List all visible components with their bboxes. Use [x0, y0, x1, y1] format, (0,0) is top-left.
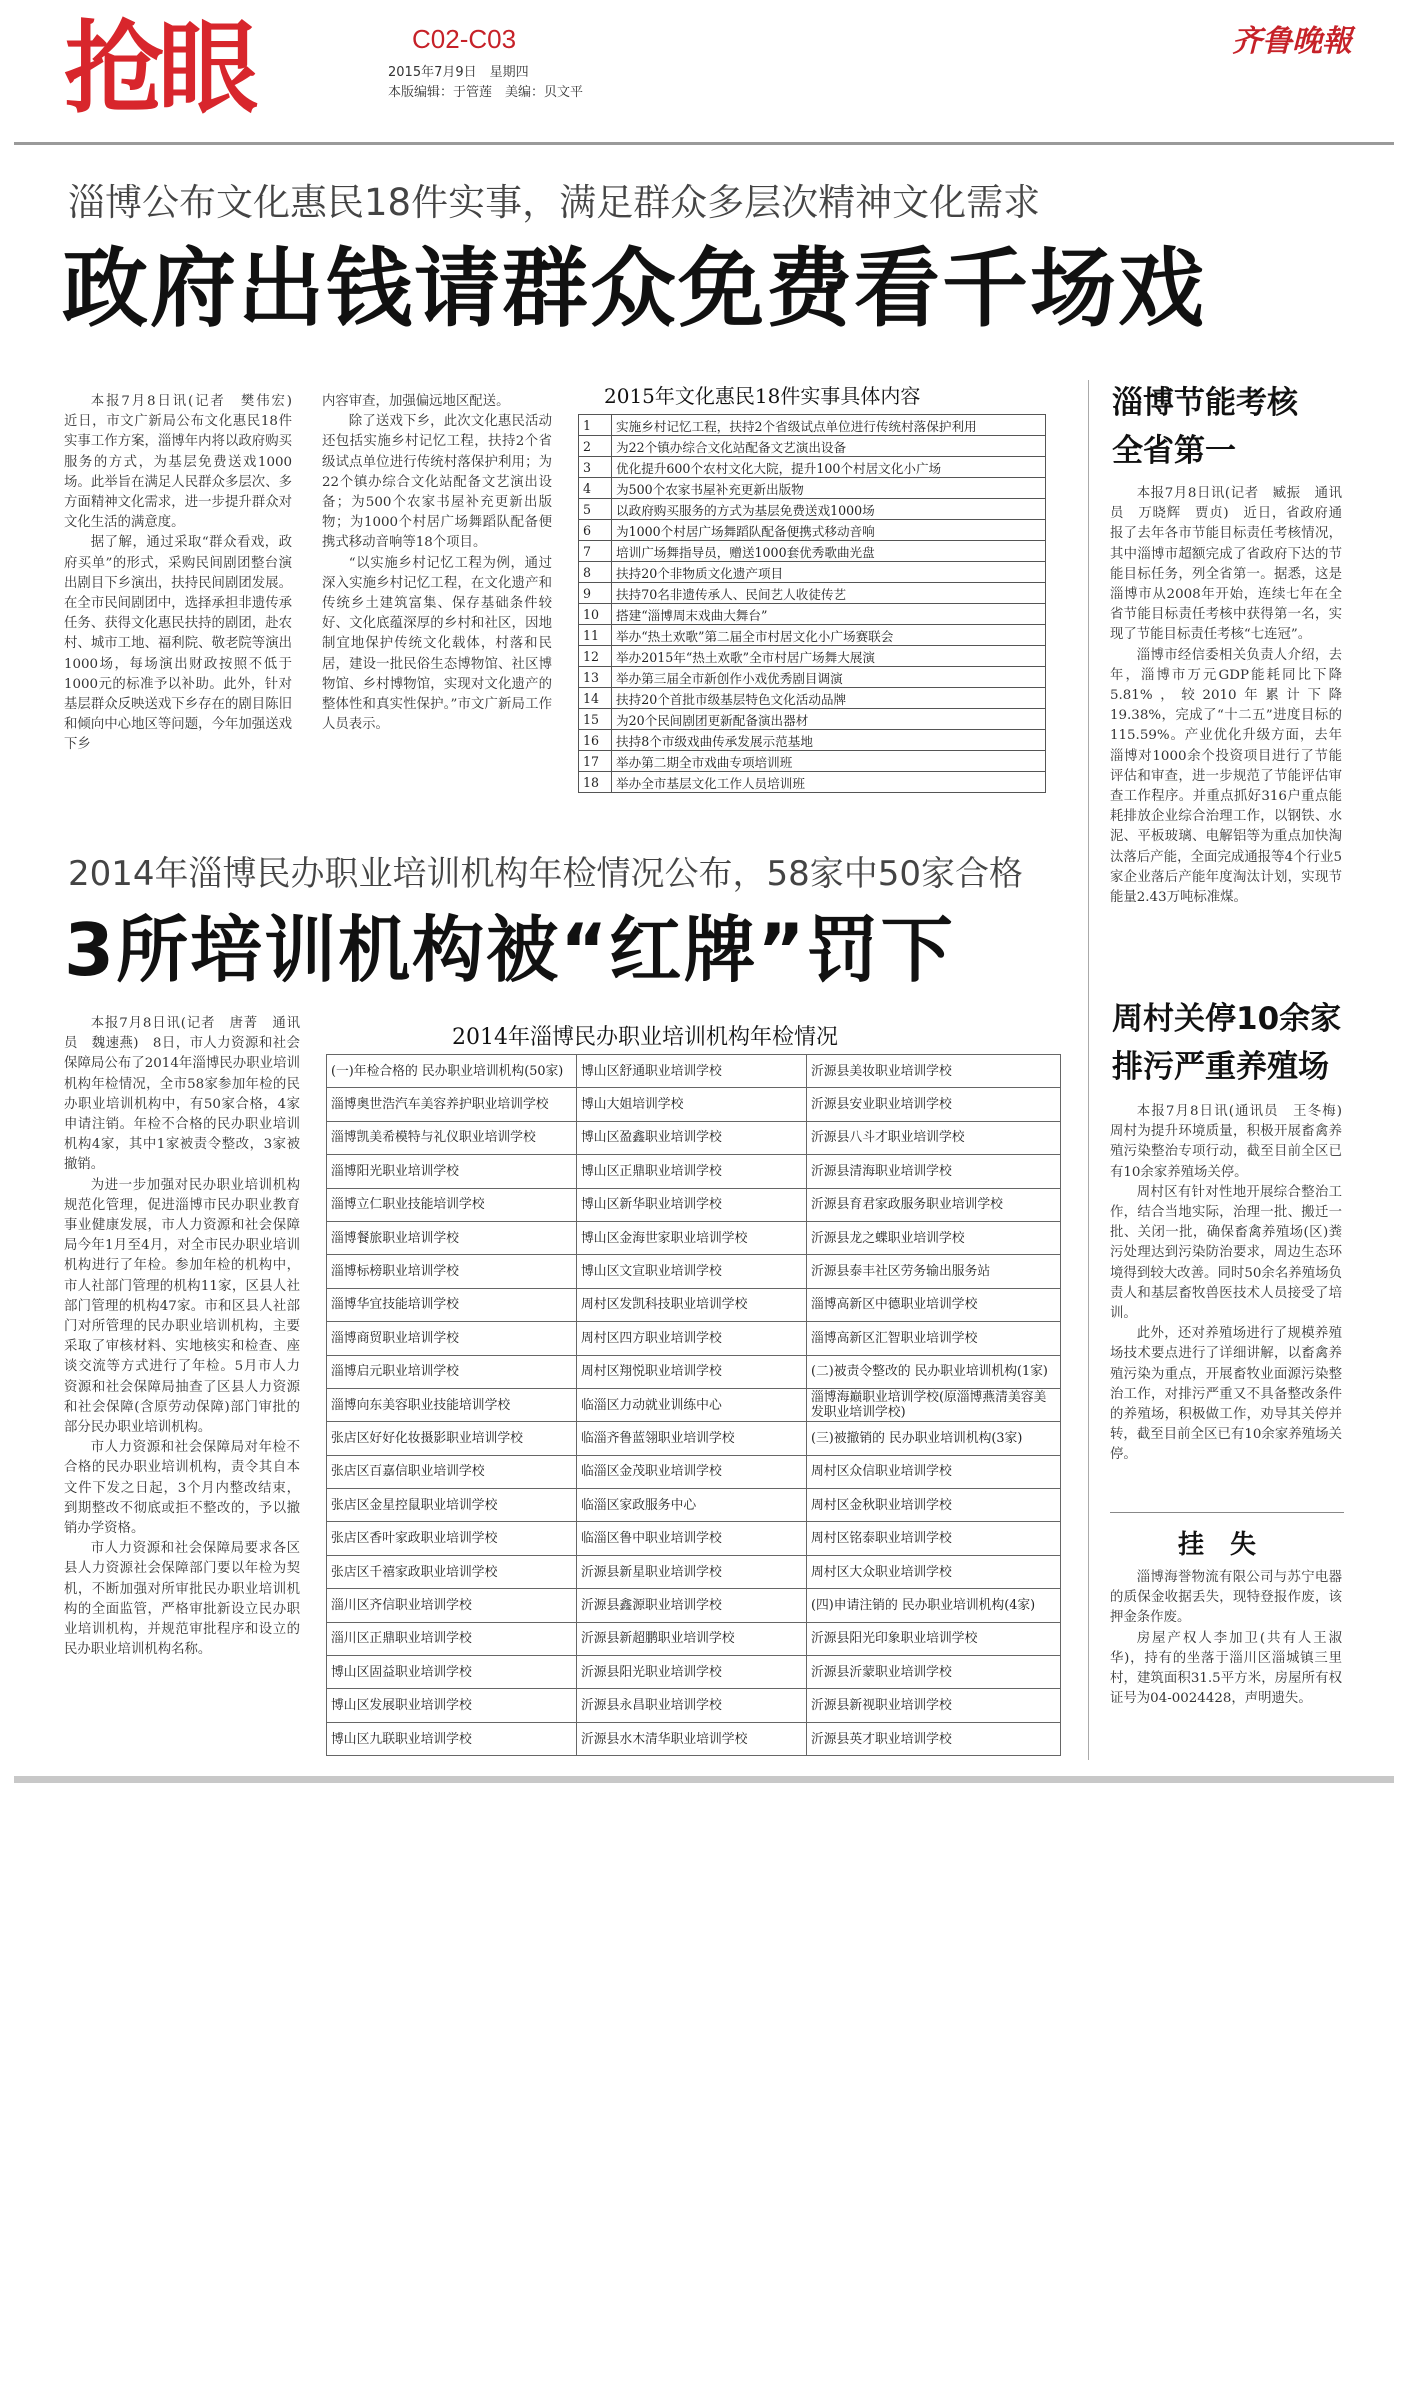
story2-col1-para: 本报7月8日讯(记者 唐菁 通讯员 魏速燕) 8日，市人力资源和社会保障局公布了2014年淄博民办职业培训机构年检情况，全市58家参加年检的民办职业培训机构中，有50家合格，4家申请注销。年检不合格的民办职业培训机构4家，其中1家被责令整改，3家被撤销。	[64, 1016, 300, 1173]
institution-cell: (四)申请注销的 民办职业培训机构(4家)	[807, 1589, 1061, 1622]
institution-cell: 淄博阳光职业培训学校	[327, 1155, 577, 1188]
table-row	[579, 583, 1046, 604]
table-row	[327, 1155, 1061, 1188]
table-row	[579, 520, 1046, 541]
project-text: 扶持20个非物质文化遗产项目	[612, 562, 1046, 583]
footer-band	[14, 1776, 1394, 1783]
row-number: 12	[579, 646, 612, 667]
table-row	[579, 751, 1046, 772]
story1-col2-para: 除了送戏下乡，此次文化惠民活动还包括实施乡村记忆工程，扶持2个省级试点单位进行传统村落保护利用；为22个镇办综合文化站配备文艺演出设备；为500个农家书屋补充更新出版物；为1000个村居广场舞蹈队配备便携式移动音响等18个项目。	[322, 414, 552, 551]
table-row	[327, 1555, 1061, 1588]
institution-cell: 博山区金海世家职业培训学校	[577, 1221, 807, 1254]
row-number: 4	[579, 478, 612, 499]
story2-column-1	[64, 1014, 300, 1661]
institution-cell: 沂源县新视职业培训学校	[807, 1689, 1061, 1722]
institution-cell: (二)被责令整改的 民办职业培训机构(1家)	[807, 1355, 1061, 1388]
project-text: 举办全市基层文化工作人员培训班	[612, 772, 1046, 793]
project-text: 实施乡村记忆工程，扶持2个省级试点单位进行传统村落保护利用	[612, 415, 1046, 436]
table-row	[579, 436, 1046, 457]
institution-cell: 张店区金星控鼠职业培训学校	[327, 1489, 577, 1522]
table-row	[579, 709, 1046, 730]
institution-cell: 博山区发展职业培训学校	[327, 1689, 577, 1722]
notice-body	[1110, 1568, 1342, 1709]
row-number: 17	[579, 751, 612, 772]
table-row	[327, 1055, 1061, 1088]
side1-title-line2: 全省第一	[1112, 433, 1236, 469]
institution-cell: 临淄区金茂职业培训学校	[577, 1455, 807, 1488]
story2-kicker: 2014年淄博民办职业培训机构年检情况公布，58家中50家合格	[68, 854, 1024, 894]
table-row	[327, 1522, 1061, 1555]
institution-cell: 沂源县鑫源职业培训学校	[577, 1589, 807, 1622]
institution-cell: 沂源县英才职业培训学校	[807, 1722, 1061, 1755]
institution-cell: 博山区舒通职业培训学校	[577, 1055, 807, 1088]
table-row	[579, 667, 1046, 688]
table-row	[579, 457, 1046, 478]
institution-cell: 博山区九联职业培训学校	[327, 1722, 577, 1755]
institution-cell: 沂源县新超鹏职业培训学校	[577, 1622, 807, 1655]
table-row	[327, 1422, 1061, 1455]
institution-cell: 博山区文宣职业培训学校	[577, 1255, 807, 1288]
institution-cell: 沂源县清海职业培训学校	[807, 1155, 1061, 1188]
story2-col1-para: 市人力资源和社会保障局要求各区县人力资源社会保障部门要以年检为契机，不断加强对所审批民办职业培训机构的全面监管，严格审批新设立民办职业培训机构，并规范审批程序和设立的民办职业培训机构名称。	[64, 1541, 300, 1658]
institution-cell: (三)被撤销的 民办职业培训机构(3家)	[807, 1422, 1061, 1455]
project-text: 扶持20个首批市级基层特色文化活动品牌	[612, 688, 1046, 709]
notice-title: 挂 失	[1178, 1530, 1257, 1560]
notice-divider	[1110, 1512, 1344, 1513]
institution-cell: 淄博凯美希模特与礼仪职业培训学校	[327, 1121, 577, 1154]
table-row	[327, 1088, 1061, 1121]
notice-para: 淄博海誉物流有限公司与苏宁电器的质保金收据丢失，现特登报作废，该押金条作废。	[1110, 1570, 1342, 1626]
story2-col1-para: 为进一步加强对民办职业培训机构规范化管理，促进淄博市民办职业教育事业健康发展，市人力资源和社会保障局今年1月至4月，对全市民办职业培训机构进行了年检。参加年检的机构中，市人社部门管理的机构11家，区县人社部门管理的机构47家。市和区县人社部门对所管理的民办职业培训机构，主要采取了审核材料、实地核实和检查、座谈交流等方式进行了年检。5月市人力资源和社会保障局抽查了区县人力资源和社会保障(含原劳动保障)部门审批的部分民办职业培训机构。	[64, 1177, 300, 1436]
project-text: 举办第三届全市新创作小戏优秀剧目调演	[612, 667, 1046, 688]
institution-cell: (一)年检合格的 民办职业培训机构(50家)	[327, 1055, 577, 1088]
row-number: 3	[579, 457, 612, 478]
institution-cell: 周村区四方职业培训学校	[577, 1322, 807, 1355]
institution-cell: 周村区铭泰职业培训学校	[807, 1522, 1061, 1555]
institution-cell: 沂源县永昌职业培训学校	[577, 1689, 807, 1722]
table-row	[327, 1656, 1061, 1689]
project-text: 为20个民间剧团更新配备演出器材	[612, 709, 1046, 730]
institution-cell: 沂源县美妆职业培训学校	[807, 1055, 1061, 1088]
table-row	[327, 1622, 1061, 1655]
row-number: 14	[579, 688, 612, 709]
project-text: 举办2015年“热土欢歌”全市村居广场舞大展演	[612, 646, 1046, 667]
story1-table-title: 2015年文化惠民18件实事具体内容	[604, 384, 921, 408]
story1-col2-para: 内容审查，加强偏远地区配送。	[322, 394, 510, 409]
institution-cell: 沂源县龙之蝶职业培训学校	[807, 1221, 1061, 1254]
institution-cell: 周村区翔悦职业培训学校	[577, 1355, 807, 1388]
table-row	[579, 604, 1046, 625]
story1-column-2	[322, 392, 552, 735]
story1-column-1	[64, 392, 306, 756]
project-text: 举办第二期全市戏曲专项培训班	[612, 751, 1046, 772]
side2-para: 此外，还对养殖场进行了规模养殖场技术要点进行了详细讲解，以畜禽养殖污染为重点，开展畜牧业面源污染整治工作，对排污严重又不具备整改条件的养殖场，积极做工作，劝导其关停并转，截至目前全区已有10余家养殖场关停。	[1110, 1326, 1342, 1463]
table-row	[579, 415, 1046, 436]
institution-cell: 沂源县八斗才职业培训学校	[807, 1121, 1061, 1154]
table-row	[327, 1722, 1061, 1755]
project-text: 搭建“淄博周末戏曲大舞台”	[612, 604, 1046, 625]
institution-cell: 沂源县新星职业培训学校	[577, 1555, 807, 1588]
row-number: 18	[579, 772, 612, 793]
training-institutions-table	[326, 1054, 1061, 1756]
institution-cell: 淄博华宜技能培训学校	[327, 1288, 577, 1321]
side1-para: 淄博市经信委相关负责人介绍，去年，淄博市万元GDP能耗同比下降5.81%，较2010年累计下降19.38%，完成了“十二五”进度目标的115.59%。产业优化升级方面，去年淄博对1000余个投资项目进行了节能评估和审查，进一步规范了节能评估审查工作程序。并重点抓好316户重点能耗排放企业综合治理工作，以钢铁、水泥、平板玻璃、电解铝等为重点加快淘汰落后产能，全面完成通报等4个行业5家企业落后产能年度淘汰计划，实现节能量2.43万吨标准煤。	[1110, 647, 1342, 906]
institution-cell: 张店区千禧家政职业培训学校	[327, 1555, 577, 1588]
project-text: 以政府购买服务的方式为基层免费送戏1000场	[612, 499, 1046, 520]
side2-title-line1: 周村关停10余家	[1112, 1001, 1342, 1037]
institution-cell: 临淄区力动就业训练中心	[577, 1388, 807, 1421]
table-row	[579, 730, 1046, 751]
side1-title-line1: 淄博节能考核	[1112, 385, 1298, 421]
story2-table-title: 2014年淄博民办职业培训机构年检情况	[452, 1025, 838, 1050]
table-row	[327, 1589, 1061, 1622]
institution-cell: 博山大姐培训学校	[577, 1088, 807, 1121]
institution-cell: 周村区发凯科技职业培训学校	[577, 1288, 807, 1321]
story1-headline: 政府出钱请群众免费看千场戏	[62, 239, 1206, 339]
side1-para: 本报7月8日讯(记者 臧振 通讯员 万晓辉 贾贞) 近日，省政府通报了去年各市节能目标责任考核情况，其中淄博市超额完成了省政府下达的节能目标任务，列全省第一。据悉，这是淄博市从2008年开始，连续七年在全省节能目标责任考核中获得第一名，实现了节能目标责任考核“七连冠”。	[1110, 486, 1342, 643]
row-number: 8	[579, 562, 612, 583]
table-row	[327, 1388, 1061, 1421]
project-text: 扶持8个市级戏曲传承发展示范基地	[612, 730, 1046, 751]
header-divider	[14, 142, 1394, 145]
institution-cell: 淄川区齐信职业培训学校	[327, 1589, 577, 1622]
issue-date: 2015年7月9日 星期四	[388, 65, 529, 80]
table-row	[327, 1455, 1061, 1488]
row-number: 6	[579, 520, 612, 541]
institution-cell: 博山区正鼎职业培训学校	[577, 1155, 807, 1188]
project-text: 培训广场舞指导员，赠送1000套优秀歌曲光盘	[612, 541, 1046, 562]
institution-cell: 临淄区家政服务中心	[577, 1489, 807, 1522]
side2-para: 本报7月8日讯(通讯员 王冬梅) 周村为提升环境质量，积极开展畜禽养殖污染整治专项行动，截至目前全区已有10余家养殖场关停。	[1110, 1104, 1356, 1180]
institution-cell: 淄博标榜职业培训学校	[327, 1255, 577, 1288]
institution-cell: 淄博立仁职业技能培训学校	[327, 1188, 577, 1221]
project-text: 举办“热土欢歌”第二届全市村居文化小广场赛联会	[612, 625, 1046, 646]
institution-cell: 淄博商贸职业培训学校	[327, 1322, 577, 1355]
row-number: 2	[579, 436, 612, 457]
institution-cell: 淄博餐旅职业培训学校	[327, 1221, 577, 1254]
row-number: 9	[579, 583, 612, 604]
institution-cell: 沂源县阳光职业培训学校	[577, 1656, 807, 1689]
row-number: 11	[579, 625, 612, 646]
table-row	[579, 541, 1046, 562]
table-row	[327, 1355, 1061, 1388]
institution-cell: 淄博向东美容职业技能培训学校	[327, 1388, 577, 1421]
institution-cell: 张店区好好化妆摄影职业培训学校	[327, 1422, 577, 1455]
page-numbers: C02-C03	[412, 24, 517, 54]
story1-kicker: 淄博公布文化惠民18件实事，满足群众多层次精神文化需求	[68, 181, 1041, 224]
table-row	[579, 562, 1046, 583]
side2-body	[1110, 1102, 1356, 1466]
story1-col1-para: 据了解，通过采取“群众看戏，政府买单”的形式，采购民间剧团整台演出剧目下乡演出，扶持民间剧团发展。在全市民间剧团中，选择承担非遗传承任务、获得文化惠民扶持的剧团，赴农村、城市工地、福利院、敬老院等演出1000场，每场演出财政按照不低于1000元的标准予以补助。此外，针对基层群众反映送戏下乡存在的剧目陈旧和倾向中心地区等问题，今年加强送戏下乡	[64, 535, 292, 753]
table-row	[327, 1689, 1061, 1722]
institution-cell: 周村区金秋职业培训学校	[807, 1489, 1061, 1522]
institution-cell: 沂源县安业职业培训学校	[807, 1088, 1061, 1121]
project-text: 为1000个村居广场舞蹈队配备便携式移动音响	[612, 520, 1046, 541]
table-row	[327, 1322, 1061, 1355]
project-text: 扶持70名非遗传承人、民间艺人收徒传艺	[612, 583, 1046, 604]
row-number: 13	[579, 667, 612, 688]
table-row	[579, 688, 1046, 709]
section-logo: 抢眼	[64, 9, 252, 127]
institution-cell: 沂源县阳光印象职业培训学校	[807, 1622, 1061, 1655]
table-row	[579, 646, 1046, 667]
story1-col2-para: “以实施乡村记忆工程为例，通过深入实施乡村记忆工程，在文化遗产和传统乡土建筑富集、保存基础条件较好、文化底蕴深厚的乡村和社区，因地制宜地保护传统文化载体，村落和民居，建设一批民俗生态博物馆、社区博物馆、乡村博物馆，实现对文化遗产的整体性和真实性保护。”市文广新局工作人员表示。	[322, 555, 552, 733]
side2-para: 周村区有针对性地开展综合整治工作，结合当地实际，治理一批、搬迁一批、关闭一批，确保畜禽养殖场(区)粪污处理达到污染防治要求，周边生态环境得到较大改善。同时50余名养殖场负责人和基层畜牧兽医技术人员接受了培训。	[1110, 1184, 1342, 1322]
institution-cell: 临淄区鲁中职业培训学校	[577, 1522, 807, 1555]
institution-cell: 淄川区正鼎职业培训学校	[327, 1622, 577, 1655]
institution-cell: 临淄齐鲁蓝翎职业培训学校	[577, 1422, 807, 1455]
institution-cell: 沂源县水木清华职业培训学校	[577, 1722, 807, 1755]
row-number: 16	[579, 730, 612, 751]
side2-title-line2: 排污严重养殖场	[1112, 1049, 1329, 1085]
row-number: 1	[579, 415, 612, 436]
table-row	[579, 772, 1046, 793]
side1-body	[1110, 484, 1342, 908]
row-number: 15	[579, 709, 612, 730]
table-row	[579, 478, 1046, 499]
institution-cell: 沂源县泰丰社区劳务输出服务站	[807, 1255, 1061, 1288]
institution-cell: 沂源县育君家政服务职业培训学校	[807, 1188, 1061, 1221]
project-text: 为22个镇办综合文化站配备文艺演出设备	[612, 436, 1046, 457]
institution-cell: 张店区香叶家政职业培训学校	[327, 1522, 577, 1555]
row-number: 5	[579, 499, 612, 520]
story2-headline: 3所培训机构被“红牌”罚下	[64, 908, 955, 992]
row-number: 10	[579, 604, 612, 625]
institution-cell: 博山区盈鑫职业培训学校	[577, 1121, 807, 1154]
row-number: 7	[579, 541, 612, 562]
project-text: 优化提升600个农村文化大院，提升100个村居文化小广场	[612, 457, 1046, 478]
table-row	[327, 1121, 1061, 1154]
institution-cell: 淄博高新区汇智职业培训学校	[807, 1322, 1061, 1355]
institution-cell: 淄博海巅职业培训学校(原淄博燕清美容美发职业培训学校)	[807, 1388, 1061, 1421]
institution-cell: 淄博高新区中德职业培训学校	[807, 1288, 1061, 1321]
institution-cell: 沂源县沂蒙职业培训学校	[807, 1656, 1061, 1689]
table-row	[327, 1489, 1061, 1522]
table-row	[327, 1188, 1061, 1221]
story2-col1-para: 市人力资源和社会保障局对年检不合格的民办职业培训机构，责令其自本文件下发之日起，3个月内整改结束，到期整改不彻底或拒不整改的，予以撤销办学资格。	[64, 1440, 300, 1537]
culture-projects-table	[578, 414, 1046, 793]
table-row	[579, 499, 1046, 520]
table-row	[327, 1255, 1061, 1288]
editor-credits: 本版编辑：于管莲 美编：贝文平	[388, 85, 584, 100]
project-text: 为500个农家书屋补充更新出版物	[612, 478, 1046, 499]
institution-cell: 张店区百嘉信职业培训学校	[327, 1455, 577, 1488]
story1-col1-para: 本报7月8日讯(记者 樊伟宏) 近日，市文广新局公布文化惠民18件实事工作方案，淄博年内将以政府购买服务的方式，为基层免费送戏1000场。此举旨在满足人民群众多层次、多方面精神文化需求，进一步提升群众对文化生活的满意度。	[64, 394, 306, 531]
institution-cell: 淄博奥世浩汽车美容养护职业培训学校	[327, 1088, 577, 1121]
institution-cell: 博山区新华职业培训学校	[577, 1188, 807, 1221]
institution-cell: 周村区众信职业培训学校	[807, 1455, 1061, 1488]
column-divider	[1088, 380, 1089, 1760]
table-row	[579, 625, 1046, 646]
institution-cell: 周村区大众职业培训学校	[807, 1555, 1061, 1588]
institution-cell: 淄博启元职业培训学校	[327, 1355, 577, 1388]
notice-para: 房屋产权人李加卫(共有人王淑华)，持有的坐落于淄川区淄城镇三里村，建筑面积31.5平方米，房屋所有权证号为04-0024428，声明遗失。	[1110, 1630, 1342, 1707]
newspaper-name: 齐鲁晚報	[1232, 24, 1352, 59]
institution-cell: 博山区固益职业培训学校	[327, 1656, 577, 1689]
table-row	[327, 1221, 1061, 1254]
table-row	[327, 1288, 1061, 1321]
